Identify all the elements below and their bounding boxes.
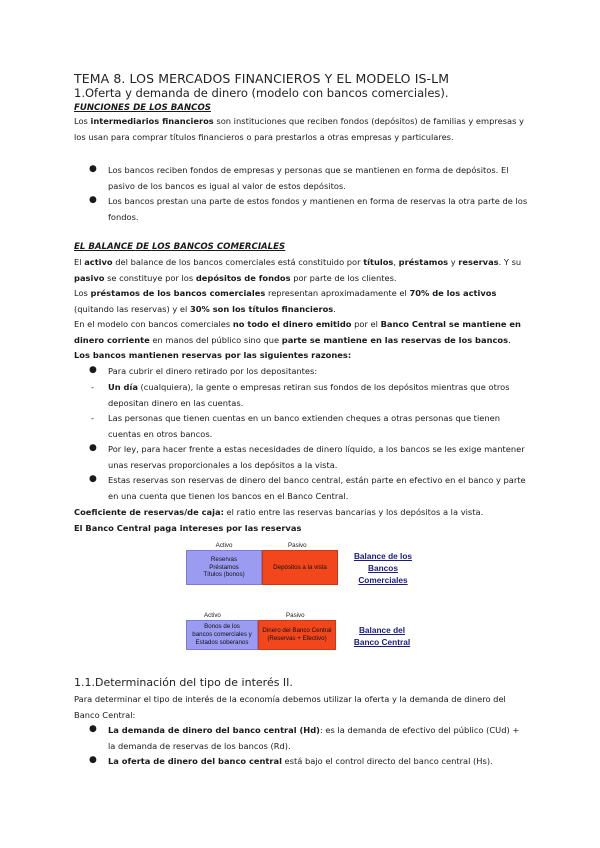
balance-paragraph-2: Los préstamos de los bancos comerciales representan aproximadamente el 70% de los activos (quitando las reservas) y el 30% son los títulos financieros.	[74, 288, 497, 314]
dash-icon: -	[91, 413, 94, 423]
det-paragraph: Para determinar el tipo de interés de la economía debemos utilizar la oferta y la demanda de dinero del Banco Central:	[74, 694, 506, 720]
list-item: Los bancos reciben fondos de empresas y personas que se mantienen en forma de depósitos. El pasivo de los bancos es igual al valor de estos depósitos.	[108, 165, 509, 191]
bullet-icon: ●	[89, 365, 97, 375]
diagram1-activo-header: Activo	[215, 542, 233, 549]
list-item: La demanda de dinero del banco central (Hd): es la demanda de efectivo del público (CUd) + la demanda de reservas de los bancos (Rd).	[108, 725, 520, 751]
diagram2-activo-box: Bonos de los bancos comerciales y Estados soberanos	[186, 620, 258, 650]
intereses-paragraph: El Banco Central paga intereses por las reservas	[74, 523, 302, 533]
list-item: Las personas que tienen cuentas en un banco extienden cheques a otras personas que tienen cuentas en otros bancos.	[108, 413, 500, 439]
funciones-heading: FUNCIONES DE LOS BANCOS	[74, 103, 211, 113]
bullet-icon: ●	[89, 164, 97, 174]
diagram2-pasivo-header: Pasivo	[286, 612, 305, 619]
list-item: Los bancos prestan una parte de estos fondos y mantienen en forma de reservas la otra parte de los fondos.	[108, 196, 528, 222]
diagram2-label: Balance del Banco Central	[353, 625, 411, 647]
diagram2-pasivo-box: Dinero del Banco Central (Reservas + Efectivo)	[258, 620, 336, 650]
balance-paragraph-1: El activo del balance de los bancos comerciales está constituido por títulos, préstamos y reservas. Y su pasivo se constituye por los depósitos de fondos por parte de los clientes.	[74, 257, 522, 283]
funciones-paragraph: Los intermediarios financieros son instituciones que reciben fondos (depósitos) de familias y empresas y los usan para comprar títulos financieros o para prestarlos a otras empresas y particulares.	[74, 116, 524, 142]
list-item: Para cubrir el dinero retirado por los depositantes:	[108, 366, 318, 376]
list-item: Estas reservas son reservas de dinero del banco central, están parte en efectivo en el banco y parte en una cuenta que tienen los bancos en el Banco Central.	[108, 475, 526, 501]
coeficiente-paragraph: Coeficiente de reservas/de caja: el ratio entre las reservas bancarias y los depósitos a la vista.	[74, 507, 484, 517]
det-heading: 1.1.Determinación del tipo de interés II.	[74, 676, 293, 689]
bullet-icon: ●	[89, 195, 97, 205]
diagram1-pasivo-box: Depósitos a la vista	[262, 550, 338, 585]
page-title: TEMA 8. LOS MERCADOS FINANCIEROS Y EL MODELO IS-LM	[74, 71, 450, 86]
list-item: Un día (cualquiera), la gente o empresas retiran sus fondos de los depósitos mientras que otros depositan dinero en las cuentas.	[108, 382, 510, 408]
section-title: 1.Oferta y demanda de dinero (modelo con bancos comerciales).	[74, 86, 449, 100]
list-item: Por ley, para hacer frente a estas necesidades de dinero líquido, a los bancos se les exige mantener unas reservas proporcionales a los depósitos a la vista.	[108, 444, 525, 470]
diagram2-activo-header: Activo	[204, 612, 221, 619]
bullet-icon: ●	[89, 724, 97, 734]
dash-icon: -	[91, 382, 94, 392]
bullet-icon: ●	[89, 755, 97, 765]
balance-paragraph-3: En el modelo con bancos comerciales no todo el dinero emitido por el Banco Central se mantiene en dinero corriente en manos del público sino que parte se mantiene en las reservas de los bancos.	[74, 319, 521, 345]
diagram1-label: Balance de los Bancos Comerciales	[353, 551, 413, 585]
balance-heading: EL BALANCE DE LOS BANCOS COMERCIALES	[74, 242, 286, 252]
bullet-icon: ●	[89, 474, 97, 484]
bullet-icon: ●	[89, 443, 97, 453]
diagram1-pasivo-header: Pasivo	[288, 542, 307, 549]
diagram1-activo-box: Reservas Préstamos Títulos (bonos)	[186, 550, 262, 585]
reasons-intro: Los bancos mantienen reservas por las siguientes razones:	[74, 350, 352, 360]
list-item: La oferta de dinero del banco central está bajo el control directo del banco central (Hs).	[108, 756, 493, 766]
